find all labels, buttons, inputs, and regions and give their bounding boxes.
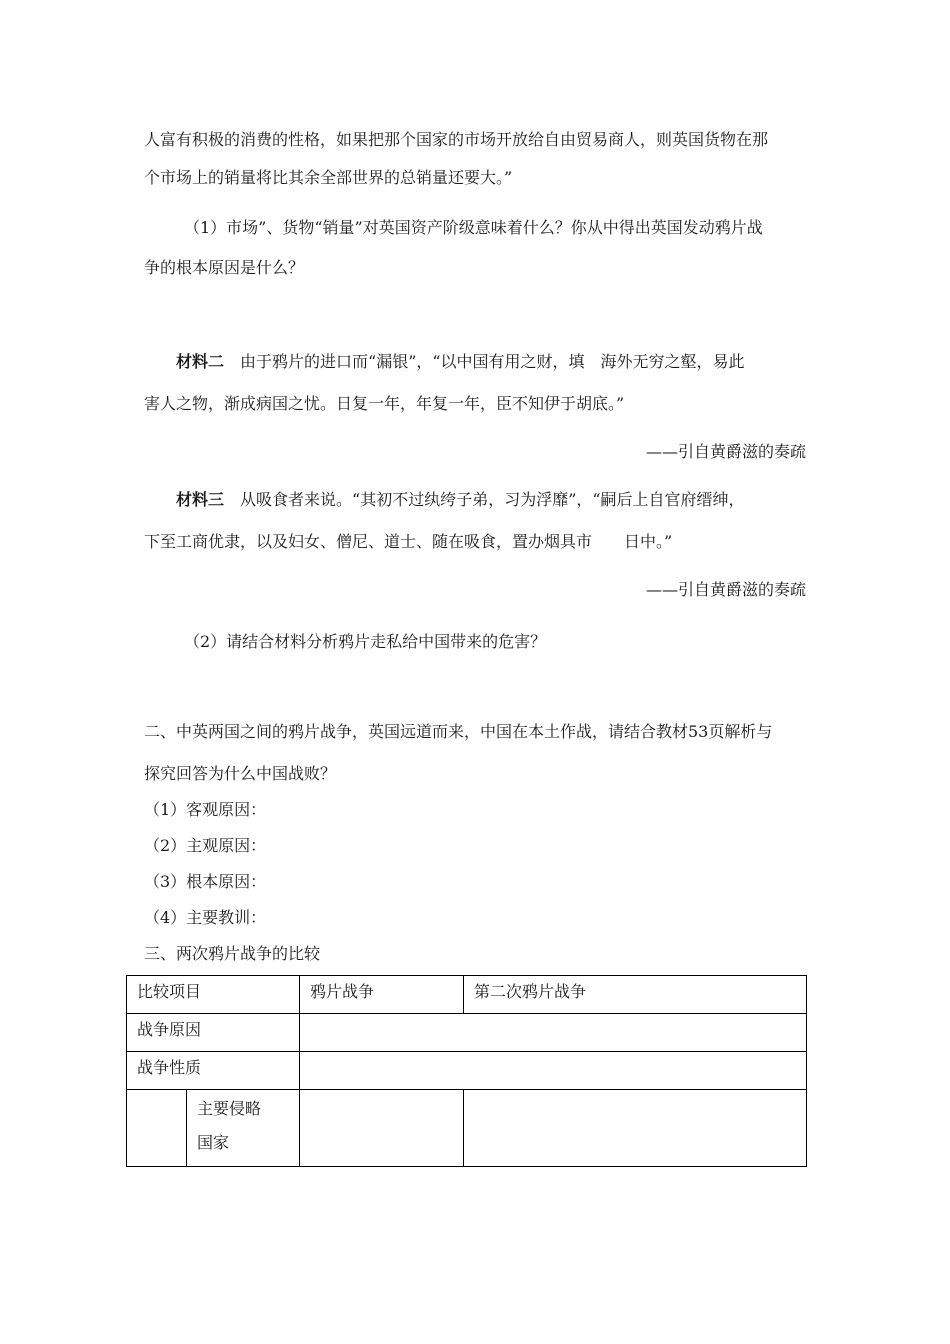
header-cell: 第二次鸦片战争 (464, 976, 807, 1014)
material-2-line: 害人之物，渐成病国之忧。日复一年，年复一年，臣不知伊于胡底。” (144, 394, 625, 413)
table-row (127, 1090, 807, 1167)
section-2-line: 探究回答为什么中国战败？ (144, 764, 337, 783)
material-2-line (176, 352, 745, 372)
comparison-table (126, 975, 807, 1167)
material-3-source: ——引自黄爵滋的奏疏 (645, 580, 806, 599)
table-row (127, 1014, 807, 1052)
answer-cell[interactable] (300, 1014, 807, 1052)
material-2-source: ——引自黄爵滋的奏疏 (645, 442, 806, 461)
reason-item-subjective: （2）主观原因： (144, 836, 267, 855)
section-3-title: 三、两次鸦片战争的比较 (144, 944, 321, 963)
row-label: 战争原因 (127, 1014, 300, 1052)
answer-cell[interactable] (300, 1090, 464, 1167)
material-3-text: 从吸食者来说。“其初不过纨绔子弟，习为浮靡”，“嗣后上自官府缙绅， (240, 490, 745, 509)
row-label: 战争性质 (127, 1052, 300, 1090)
header-cell: 鸦片战争 (300, 976, 464, 1014)
table-header-row (127, 976, 807, 1014)
question-1-line: 争的根本原因是什么？ (144, 258, 305, 277)
material-2-label: 材料二 (176, 352, 225, 371)
row-label (187, 1090, 300, 1167)
paragraph-line: 个市场上的销量将比其余全部世界的总销量还要大。” (144, 168, 513, 187)
section-2-line: 二、中英两国之间的鸦片战争，英国远道而来，中国在本土作战，请结合教材53页解析与 (144, 722, 773, 741)
row-label-line: 主要侵略 (197, 1099, 262, 1118)
group-cell (127, 1090, 187, 1167)
reason-item-fundamental: （3）根本原因： (144, 872, 267, 891)
reason-item-objective: （1）客观原因： (144, 800, 267, 819)
table-row (127, 1052, 807, 1090)
material-3-label: 材料三 (176, 490, 225, 509)
row-label-line: 国家 (197, 1133, 230, 1152)
question-1-line: （1）市场”、货物“销量”对英国资产阶级意味着什么？你从中得出英国发动鸦片战 (184, 218, 763, 237)
header-cell: 比较项目 (127, 976, 300, 1014)
answer-cell[interactable] (464, 1090, 807, 1167)
reason-item-lesson: （4）主要教训： (144, 908, 267, 927)
answer-cell[interactable] (300, 1052, 807, 1090)
material-2-text: 由于鸦片的进口而“漏银”，“以中国有用之财，填 海外无穷之壑，易此 (240, 352, 745, 371)
material-3-line: 下至工商优隶，以及妇女、僧尼、道士、随在吸食，置办烟具市 日中。” (144, 532, 673, 551)
paragraph-line: 人富有积极的消费的性格，如果把那个国家的市场开放给自由贸易商人，则英国货物在那 (144, 130, 769, 149)
material-3-line (176, 490, 745, 510)
question-2: （2）请结合材料分析鸦片走私给中国带来的危害？ (184, 632, 547, 651)
